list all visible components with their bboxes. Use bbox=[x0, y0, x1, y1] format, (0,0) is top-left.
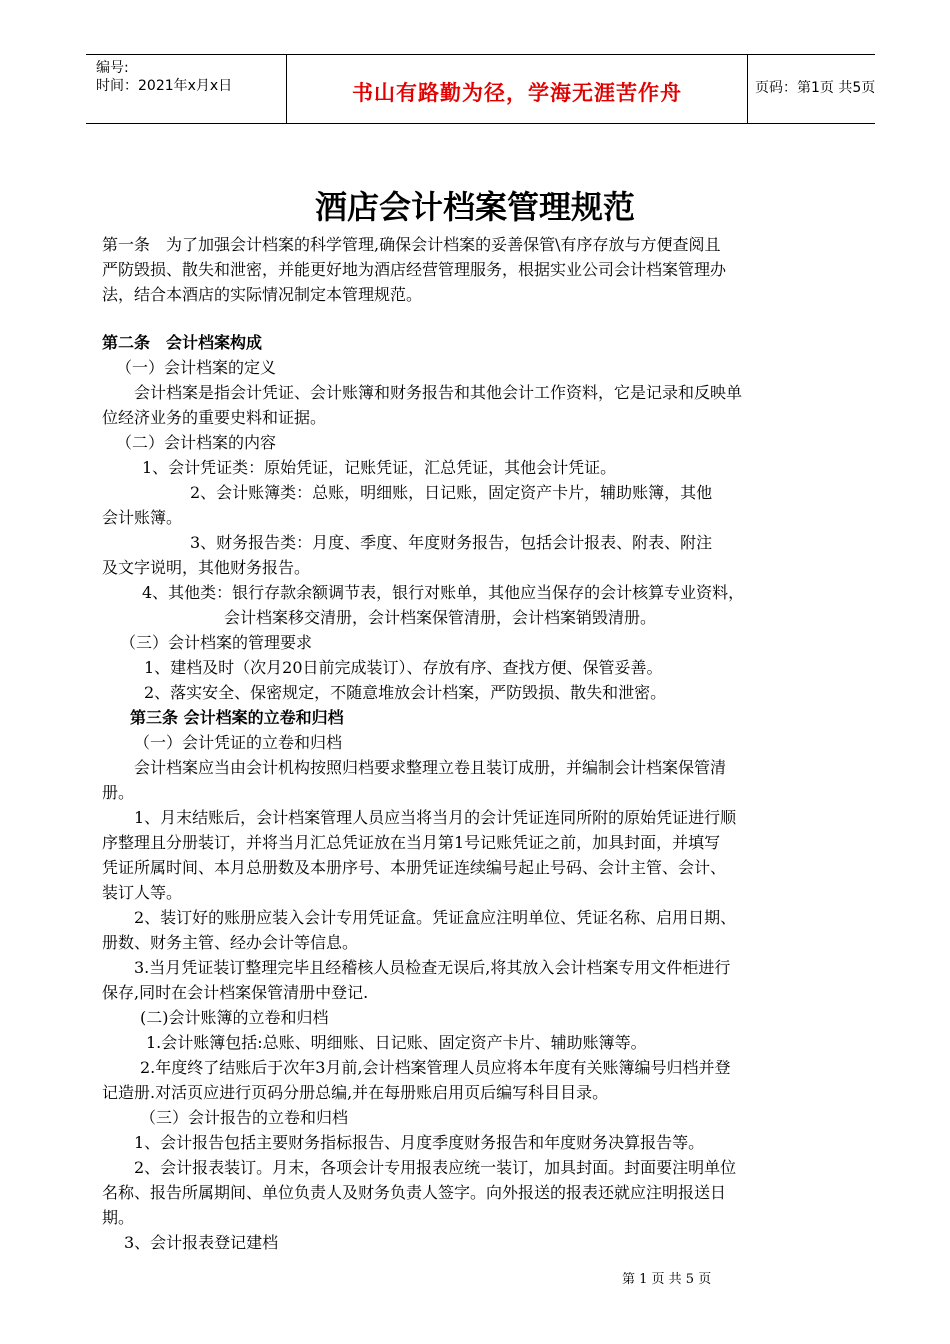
list-item: 4、其他类：银行存款余额调节表，银行对账单，其他应当保存的会计核算专业资料， bbox=[142, 583, 745, 602]
paragraph-line: 2.年度终了结账后于次年3月前,会计档案管理人员应将本年度有关账簿编号归档并登 bbox=[140, 1058, 731, 1077]
paragraph-line: 3.当月凭证装订整理完毕且经稽核人员检查无误后,将其放入会计档案专用文件柜进行 bbox=[134, 958, 731, 977]
subsection-heading: (二)会计账簿的立卷和归档 bbox=[140, 1008, 329, 1027]
paragraph-line: 位经济业务的重要史料和证据。 bbox=[102, 408, 327, 427]
page-footer: 第 1 页 共 5 页 bbox=[622, 1272, 712, 1287]
list-item: 1、建档及时（次月20日前完成装订）、存放有序、查找方便、保管妥善。 bbox=[144, 658, 663, 677]
paragraph-line: 册数、财务主管、经办会计等信息。 bbox=[102, 933, 359, 952]
header-page-cell bbox=[747, 55, 875, 123]
paragraph-line: 会计账簿。 bbox=[102, 508, 183, 527]
paragraph-line: 说明，其他财务报告。 bbox=[150, 558, 311, 577]
header-meta-cell bbox=[86, 55, 286, 123]
paragraph-line: 保存,同时在会计档案保管清册中登记. bbox=[102, 983, 369, 1002]
paragraph-line: 2、装订好的账册应装入会计专用凭证盒。凭证盒应注明单位、凭证名称、启用日期、 bbox=[134, 908, 737, 927]
list-item: 2、落实安全、保密规定，不随意堆放会计档案，严防毁损、散失和泄密。 bbox=[144, 683, 667, 702]
page-info: 页码：第1页 共5页 bbox=[755, 80, 876, 96]
paragraph-line: 记造册.对活页应进行页码分册总编,并在每册账启用页后编写科目目录。 bbox=[102, 1083, 609, 1102]
paragraph-line: 会计档案移交清册，会计档案保管清册，会计档案销毁清册。 bbox=[224, 608, 657, 627]
paragraph-line: 装订人等。 bbox=[102, 883, 183, 902]
paragraph-line: 会计档案应当由会计机构按照归档要求整理立卷且装订成册，并编制会计档案保管清 bbox=[134, 758, 727, 777]
list-item: 1.会计账簿包括:总账、明细账、日记账、固定资产卡片、辅助账簿等。 bbox=[146, 1033, 647, 1052]
document-title: 酒店会计档案管理规范 bbox=[314, 188, 635, 226]
paragraph-line: 法，结合本酒店的实际情况制定本管理规范。 bbox=[102, 285, 423, 304]
paragraph-line: 册。 bbox=[102, 783, 135, 802]
subsection-heading: （一）会计档案的定义 bbox=[116, 358, 277, 377]
subsection-heading: （二）会计档案的内容 bbox=[116, 433, 277, 452]
subsection-heading: （一）会计凭证的立卷和归档 bbox=[134, 733, 343, 752]
list-item: 2、会计账簿类：总账，明细账，日记账，固定资产卡片，辅助账簿，其他 bbox=[190, 483, 713, 502]
list-item: 3、财务报告类：月度、季度、年度财务报告，包括会计报表、附表、附注 bbox=[190, 533, 713, 552]
number-label: 编号: bbox=[96, 60, 129, 76]
section-heading: 第三条 会计档案的立卷和归档 bbox=[130, 708, 344, 727]
paragraph-line: 序整理且分册装订，并将当月汇总凭证放在当月第1号记账凭证之前，加具封面，并填写 bbox=[102, 833, 721, 852]
paragraph-line: 期。 bbox=[102, 1208, 135, 1227]
paragraph-line: 2、会计报表装订。月末，各项会计专用报表应统一装订，加具封面。封面要注明单位 bbox=[134, 1158, 737, 1177]
page-header bbox=[86, 54, 875, 124]
subsection-heading: （三）会计报告的立卷和归档 bbox=[140, 1108, 349, 1127]
list-item: 1、会计凭证类：原始凭证，记账凭证，汇总凭证，其他会计凭证。 bbox=[142, 458, 617, 477]
list-item: 1、会计报告包括主要财务指标报告、月度季度财务报告和年度财务决算报告等。 bbox=[134, 1133, 705, 1152]
paragraph-line: 会计档案是指会计凭证、会计账簿和财务报告和其他会计工作资料，它是记录和反映单 bbox=[134, 383, 743, 402]
paragraph-line: 第一条 为了加强会计档案的科学管理,确保会计档案的妥善保管\有序存放与方便查阅且 bbox=[102, 235, 721, 254]
time-label: 时间：2021年x月x日 bbox=[96, 78, 233, 94]
section-heading: 第二条 会计档案构成 bbox=[102, 333, 263, 352]
motto-text: 书山有路勤为径，学海无涯苦作舟 bbox=[352, 81, 682, 105]
paragraph-line: 严防毁损、散失和泄密，并能更好地为酒店经营管理服务，根据实业公司会计档案管理办 bbox=[102, 260, 727, 279]
paragraph-line: 名称、报告所属期间、单位负责人及财务负责人签字。向外报送的报表还就应注明报送日 bbox=[102, 1183, 727, 1202]
list-item: 3、会计报表登记建档 bbox=[124, 1233, 279, 1252]
paragraph-line: 及文字 bbox=[102, 558, 151, 577]
header-motto-cell bbox=[286, 55, 748, 123]
subsection-heading: （三）会计档案的管理要求 bbox=[120, 633, 313, 652]
paragraph-line: 1、月末结账后，会计档案管理人员应当将当月的会计凭证连同所附的原始凭证进行顺 bbox=[134, 808, 737, 827]
paragraph-line: 凭证所属时间、本月总册数及本册序号、本册凭证连续编号起止号码、会计主管、会计、 bbox=[102, 858, 727, 877]
